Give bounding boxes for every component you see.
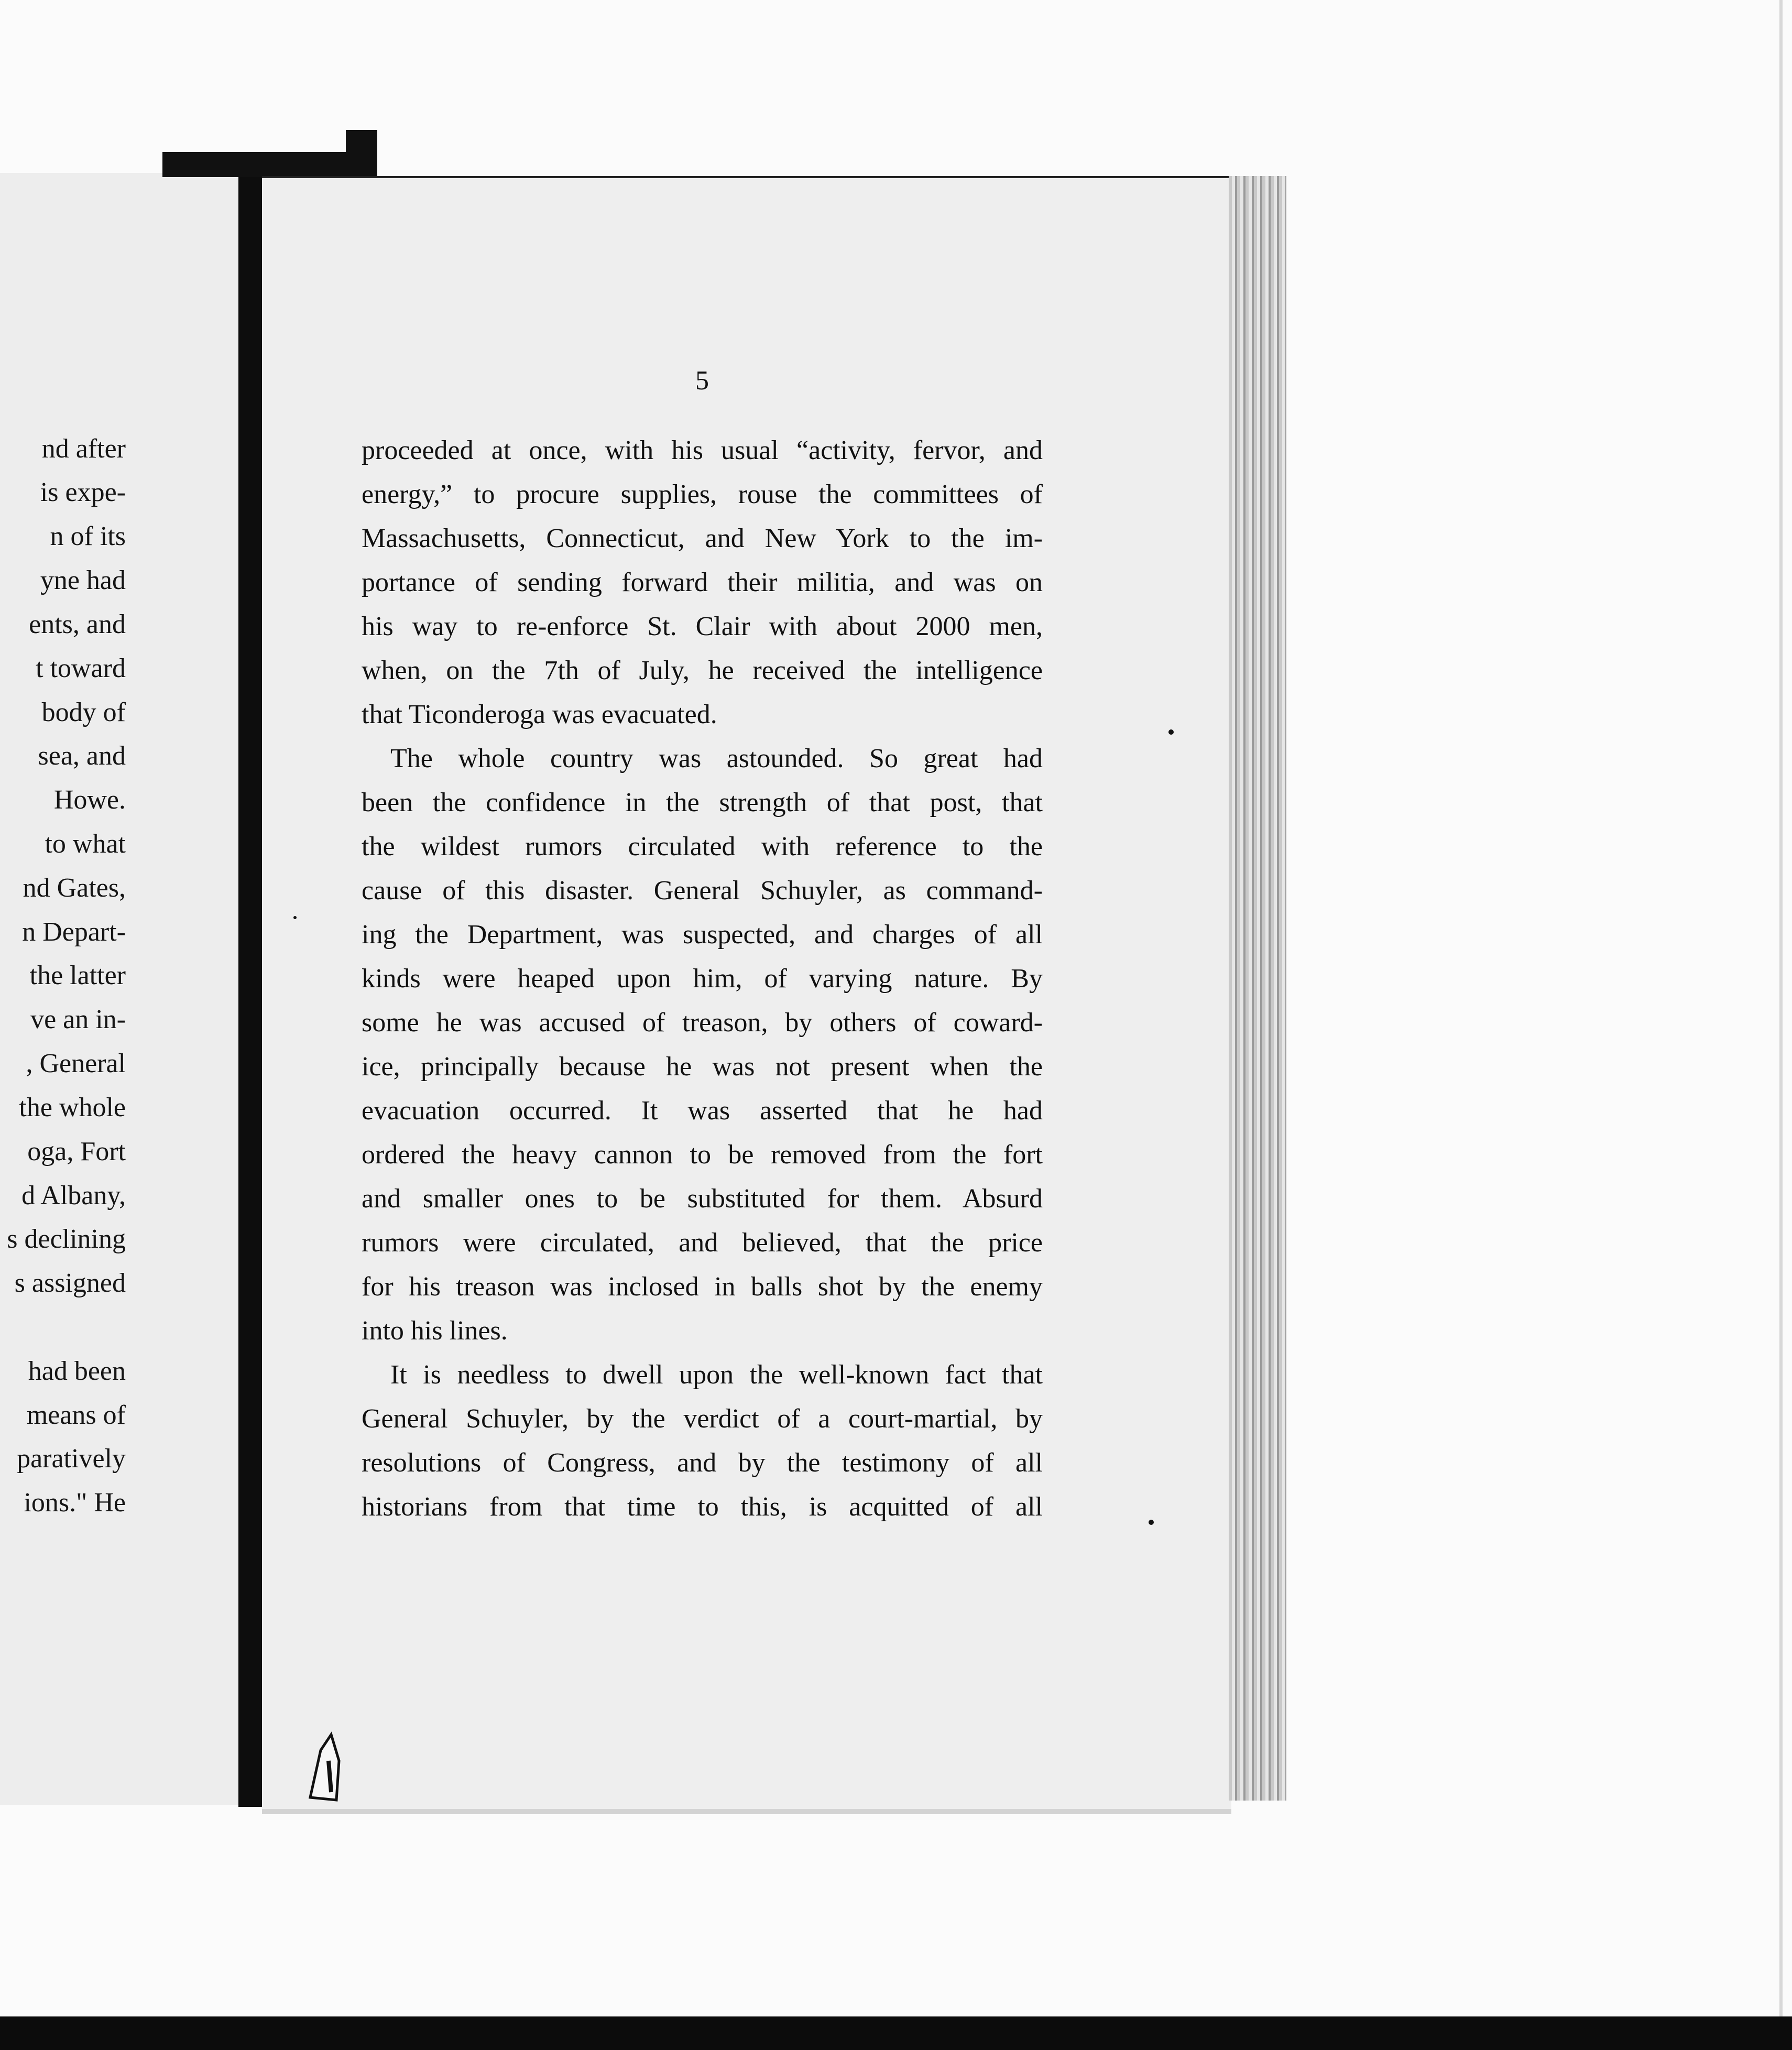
left-page-line: nd Gates, (23, 873, 126, 903)
left-page-line: to what (45, 829, 126, 859)
body-line: been the confidence in the strength of that post, that (362, 788, 1043, 817)
body-line: historians from that time to this, is acquitted of all (362, 1492, 1043, 1522)
torn-page-corner (300, 1729, 347, 1803)
book-spine-gutter (238, 177, 264, 1807)
left-page-line: ions." He (24, 1488, 126, 1518)
body-line: energy,” to procure supplies, rouse the committees of (362, 479, 1043, 509)
left-page-line: ve an in- (30, 1005, 126, 1034)
left-page-line: t toward (36, 653, 126, 683)
left-page-line: ents, and (29, 609, 126, 639)
left-page-line: , General (26, 1049, 126, 1078)
body-line: for his treason was inclosed in balls shot by the enemy (362, 1272, 1043, 1302)
body-line: cause of this disaster. General Schuyler, as command- (362, 876, 1043, 906)
body-line: proceeded at once, with his usual “activity, fervor, and (362, 435, 1043, 465)
body-line: when, on the 7th of July, he received the intelligence (362, 656, 1043, 685)
paragraph-first-line: The whole country was astounded. So great had (390, 744, 1043, 773)
left-page-line: Howe. (53, 785, 126, 815)
left-page-line: is expe- (40, 477, 126, 507)
left-page-line: s assigned (14, 1268, 126, 1298)
body-line: that Ticonderoga was evacuated. (362, 700, 717, 729)
scan-bottom-border (0, 2016, 1792, 2050)
body-line: kinds were heaped upon him, of varying nature. By (362, 964, 1043, 994)
body-line: ice, principally because he was not present when the (362, 1052, 1043, 1082)
paragraph-first-line: It is needless to dwell upon the well-known fact that (390, 1360, 1043, 1390)
body-line: Massachusetts, Connecticut, and New York to the im- (362, 524, 1043, 553)
body-line: rumors were circulated, and believed, that the price (362, 1228, 1043, 1258)
page-number: 5 (695, 366, 709, 396)
body-line: ing the Department, was suspected, and charges of all (362, 920, 1043, 950)
left-page-line: yne had (40, 565, 126, 595)
left-facing-page (0, 173, 238, 1805)
page-edge-stack (1229, 176, 1286, 1801)
body-line: resolutions of Congress, and by the testimony of all (362, 1448, 1043, 1478)
ink-speck (1168, 729, 1174, 735)
body-line: portance of sending forward their militia, and was on (362, 568, 1043, 597)
left-page-line: s declining (7, 1224, 126, 1254)
body-line: and smaller ones to be substituted for them. Absurd (362, 1184, 1043, 1214)
binding-tab (162, 152, 377, 177)
body-line: evacuation occurred. It was asserted that he had (362, 1096, 1043, 1126)
binding-tab-notch (346, 130, 377, 161)
left-page-line: nd after (41, 434, 126, 464)
left-page-line: the whole (19, 1093, 126, 1122)
left-page-line: had been (28, 1356, 126, 1386)
body-line: his way to re-enforce St. Clair with about 2000 men, (362, 612, 1043, 641)
left-page-line: means of (26, 1400, 126, 1430)
left-page-line: paratively (17, 1444, 126, 1474)
left-page-line: d Albany, (21, 1181, 126, 1211)
left-page-line: oga, Fort (27, 1137, 126, 1166)
body-line: the wildest rumors circulated with reference to the (362, 832, 1043, 862)
left-page-line: sea, and (38, 741, 126, 771)
body-line: ordered the heavy cannon to be removed from the fort (362, 1140, 1043, 1170)
body-line: into his lines. (362, 1316, 508, 1346)
ink-speck (1149, 1520, 1154, 1525)
left-page-line: body of (41, 697, 126, 727)
left-page-line: n Depart- (22, 917, 126, 947)
body-line: some he was accused of treason, by others of coward- (362, 1008, 1043, 1038)
scan-edge-line (1779, 0, 1783, 2023)
left-page-line: the latter (29, 961, 126, 990)
ink-speck (293, 916, 297, 919)
left-page-line: n of its (50, 521, 126, 551)
body-line: General Schuyler, by the verdict of a court-martial, by (362, 1404, 1043, 1434)
